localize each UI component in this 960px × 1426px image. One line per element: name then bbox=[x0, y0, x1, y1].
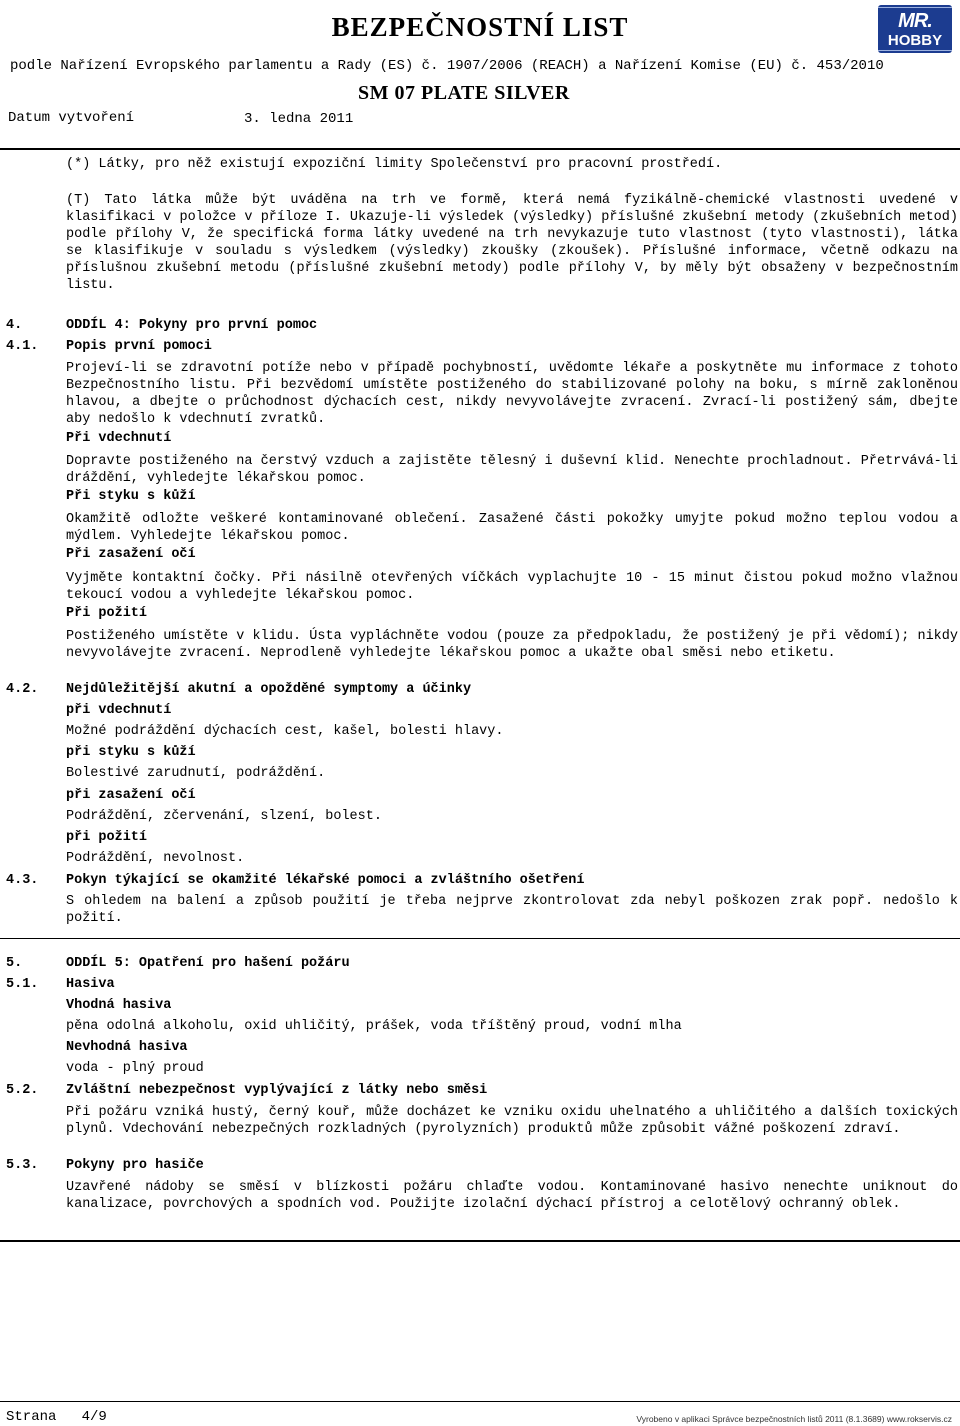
subsection-4-2-title: Nejdůležitější akutní a opožděné symptomy a účinky bbox=[66, 682, 472, 697]
section-4-title: ODDÍL 4: Pokyny pro první pomoc bbox=[66, 318, 318, 333]
subsection-4-3-title: Pokyn týkající se okamžité lékařské pomoci a zvláštního ošetření bbox=[66, 873, 585, 888]
subsection-5-1-number: 5.1. bbox=[6, 977, 39, 992]
section-divider bbox=[0, 938, 960, 939]
asterisk-note: (*) Látky, pro něž existují expoziční limity Společenství pro pracovní prostředí. bbox=[66, 157, 723, 172]
symptoms-ingestion-text: Podráždění, nevolnost. bbox=[66, 851, 245, 866]
subsection-5-2-title: Zvláštní nebezpečnost vyplývající z látky nebo směsi bbox=[66, 1083, 488, 1098]
suitable-media-text: pěna odolná alkoholu, oxid uhličitý, prášek, voda tříštěný proud, vodní mlha bbox=[66, 1019, 682, 1034]
footer-divider bbox=[0, 1401, 960, 1402]
subsection-5-3-title: Pokyny pro hasiče bbox=[66, 1158, 204, 1173]
ingestion-text: Postiženého umístěte v klidu. Ústa vypláchněte vodou (pouze za předpokladu, že postižený je při vědomí); nikdy nevyvolávejte zvracení. Neprodleně vyhledejte lékařskou pomoc a ukažte obal směsi nebo etiketu. bbox=[66, 629, 958, 661]
subsection-4-1-title: Popis první pomoci bbox=[66, 339, 212, 354]
eye-contact-text: Vyjměte kontaktní čočky. Při násilně otevřených víčkách vyplachujte 10 - 15 minut čistou pokud možno vlažnou tekoucí vodou a vyhledejte lékařskou pomoc. bbox=[66, 571, 958, 603]
symptoms-ingestion-heading: při požití bbox=[66, 830, 148, 845]
symptoms-inhalation-heading: při vdechnutí bbox=[66, 703, 172, 718]
subsection-5-1-title: Hasiva bbox=[66, 977, 115, 992]
content-end-divider bbox=[0, 1240, 960, 1242]
creation-date-value: 3. ledna 2011 bbox=[244, 111, 354, 127]
inhalation-heading: Při vdechnutí bbox=[66, 431, 172, 446]
page-number: Strana 4/9 bbox=[6, 1409, 107, 1425]
symptoms-eye-text: Podráždění, zčervenání, slzení, bolest. bbox=[66, 809, 382, 824]
subsection-4-2-number: 4.2. bbox=[6, 682, 39, 697]
special-hazards-text: Při požáru vzniká hustý, černý kouř, může docházet ke vzniku oxidu uhelnatého a uhličitého a dalších toxických plynů. Vdechování nebezpečných rozkladných (pyrolyzních) produktů může způsobit vážné poškození zdraví. bbox=[66, 1105, 958, 1137]
regulation-subtitle: podle Nařízení Evropského parlamentu a Rady (ES) č. 1907/2006 (REACH) a Nařízení Komise (EU) č. 453/2010 bbox=[10, 58, 884, 74]
eye-contact-heading: Při zasažení očí bbox=[66, 547, 196, 562]
suitable-media-heading: Vhodná hasiva bbox=[66, 998, 172, 1013]
mr-hobby-logo bbox=[878, 5, 952, 53]
creation-date-label: Datum vytvoření bbox=[8, 110, 135, 126]
unsuitable-media-text: voda - plný proud bbox=[66, 1061, 204, 1076]
symptoms-skin-heading: při styku s kůží bbox=[66, 745, 196, 760]
subsection-5-3-number: 5.3. bbox=[6, 1158, 39, 1173]
section-5-number: 5. bbox=[6, 956, 23, 971]
t-note: (T) Tato látka může být uváděna na trh ve formě, která nemá fyzikálně-chemické vlastnosti uvedené v klasifikaci v položce v příloze I. Ukazuje-li výsledek (výsledky) příslušné zkušební metody (zkušebních metod) podle přílohy V, že specifická forma látky uvedené na trh nevykazuje tuto vlastnost (tyto vlastnosti), látka se klasifikuje v souladu s výsledkem (výsledky) zkoušky (zkoušek). Příslušné informace, včetně odkazu na příslušnou zkušební metodu (příslušné zkušební metody) podle přílohy V, by měly být obsaženy v bezpečnostním listu. bbox=[66, 193, 958, 293]
document-title: BEZPEČNOSTNÍ LIST bbox=[331, 12, 629, 42]
generator-note: Vyrobeno v aplikaci Správce bezpečnostních listů 2011 (8.1.3689) www.rokservis.cz bbox=[636, 1414, 952, 1424]
section-5-title: ODDÍL 5: Opatření pro hašení požáru bbox=[66, 956, 350, 971]
ingestion-heading: Při požití bbox=[66, 606, 148, 621]
inhalation-text: Dopravte postiženého na čerstvý vzduch a zajistěte tělesný i duševní klid. Nenechte prochladnout. Přetrvává-li dráždění, vyhledejte lékařskou pomoc. bbox=[66, 454, 958, 486]
logo-text-top: MR. bbox=[898, 10, 932, 32]
subsection-4-3-number: 4.3. bbox=[6, 873, 39, 888]
product-name: SM 07 PLATE SILVER bbox=[358, 82, 570, 104]
first-aid-intro: Projeví-li se zdravotní potíže nebo v případě pochybností, uvědomte lékaře a poskytněte mu informace z tohoto Bezpečnostního listu. Při bezvědomí umístěte postiženého do stabilizované polohy na boku, s mírně zakloněnou hlavou, a dbejte o průchodnost dýchacích cest, nikdy nevyvolávejte zvracení. Zvrací-li postižený sám, dbejte aby nedošlo k vdechnutí zvratků. bbox=[66, 361, 958, 427]
symptoms-eye-heading: při zasažení očí bbox=[66, 788, 196, 803]
skin-contact-heading: Při styku s kůží bbox=[66, 489, 196, 504]
subsection-4-1-number: 4.1. bbox=[6, 339, 39, 354]
medical-attention-text: S ohledem na balení a způsob použití je třeba nejprve zkontrolovat zda nebyl poškozen zrak popř. nedošlo k požití. bbox=[66, 894, 958, 926]
section-4-number: 4. bbox=[6, 318, 23, 333]
unsuitable-media-heading: Nevhodná hasiva bbox=[66, 1040, 188, 1055]
symptoms-inhalation-text: Možné podráždění dýchacích cest, kašel, bolesti hlavy. bbox=[66, 724, 504, 739]
subsection-5-2-number: 5.2. bbox=[6, 1083, 39, 1098]
skin-contact-text: Okamžitě odložte veškeré kontaminované oblečení. Zasažené části pokožky umyjte pokud možno teplou vodou a mýdlem. Vyhledejte lékařskou pomoc. bbox=[66, 512, 958, 544]
logo-text-bottom: HOBBY bbox=[887, 32, 943, 49]
header-divider bbox=[0, 148, 960, 150]
symptoms-skin-text: Bolestivé zarudnutí, podráždění. bbox=[66, 766, 326, 781]
firefighter-advice-text: Uzavřené nádoby se směsí v blízkosti požáru chlaďte vodou. Kontaminované hasivo nenechte uniknout do kanalizace, povrchových a spodních vod. Použijte izolační dýchací přístroj a celotělový ochranný oblek. bbox=[66, 1180, 958, 1212]
